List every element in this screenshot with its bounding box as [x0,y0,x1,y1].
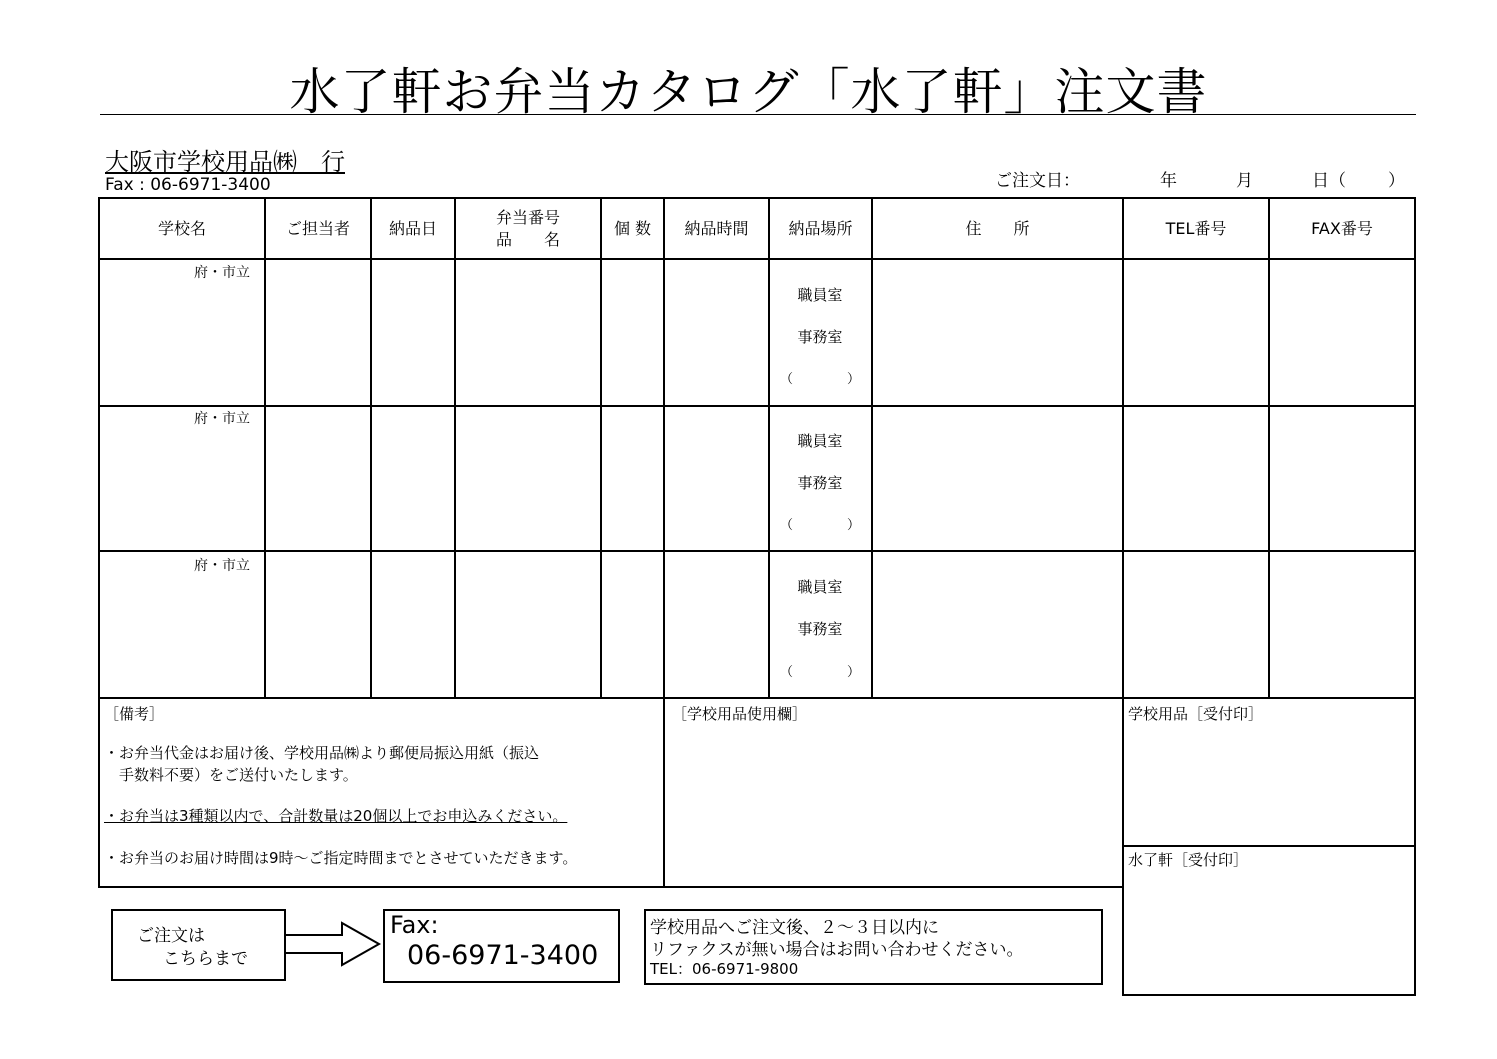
col-border-8 [1122,197,1124,996]
header-tel: TEL番号 [1165,219,1227,238]
col-border-4 [600,197,602,699]
header-fax: FAX番号 [1311,219,1373,238]
row2-place-office[interactable]: 事務室 [797,474,843,492]
right-arrow-icon [284,920,384,970]
row1-prefecture-city[interactable]: 府・市立 [194,265,250,281]
header-bento-number: 弁当番号 [495,208,560,227]
order-here-line-1: ご注文は [137,926,205,946]
order-here-line-2: こちらまで [163,949,248,969]
stamp-bottom-border [1122,994,1416,996]
row-border-3 [98,697,1416,699]
notice-box [644,909,1103,985]
col-border-1 [264,197,266,699]
row2-prefecture-city[interactable]: 府・市立 [194,411,250,427]
row2-paren-open: （ [780,518,794,533]
row3-place-office[interactable]: 事務室 [797,620,843,638]
notice-line-2: リファクスが無い場合はお問い合わせください。 [650,940,1024,960]
remarks-line-1a: ・お弁当代金はお届け後、学校用品㈱より郵便局振込用紙（振込 [104,744,540,762]
notice-tel: TEL：06-6971-9800 [650,960,799,978]
order-here-box [111,909,286,981]
suiryoken-stamp-label: 水了軒［受付印］ [1128,851,1249,869]
order-date-label: ご注文日： [995,171,1080,191]
stamp-divider [1122,845,1416,847]
fax-box-label: Fax: [390,911,439,939]
header-address: 住 所 [965,219,1030,238]
row-border-2 [98,550,1416,552]
row1-paren-open: （ [780,372,794,387]
addressee-name: 大阪市学校用品㈱ 行 [105,148,345,176]
fax-box-number: 06-6971-3400 [407,940,599,971]
header-person: ご担当者 [285,219,350,238]
order-date-close-paren: ） [1388,171,1405,191]
order-date-month[interactable]: 月 [1236,171,1253,191]
remarks-line-1b: 手数料不要）をご送付いたします。 [104,766,358,784]
row1-place-staff-room[interactable]: 職員室 [797,286,843,304]
order-date-year[interactable]: 年 [1160,171,1177,191]
row1-paren-close: ） [846,372,860,387]
page-title: 水了軒お弁当カタログ「水了軒」注文書 [289,63,1208,121]
header-delivery-time: 納品時間 [684,219,749,238]
fax-box [383,909,620,983]
row2-paren-close: ） [846,518,860,533]
col-border-5 [663,197,665,888]
table-border-left [98,197,100,888]
title-underline [100,114,1416,115]
header-item-name: 品 名 [495,230,560,249]
row-border-1 [98,405,1416,407]
row3-paren-open: （ [780,665,794,680]
header-row-border [98,258,1416,260]
header-school: 学校名 [157,219,206,238]
school-stamp-label: 学校用品［受付印］ [1128,705,1264,723]
school-use-label: ［学校用品使用欄］ [672,705,808,723]
col-border-2 [370,197,372,699]
table-border-right [1414,197,1416,996]
header-delivery-date: 納品日 [388,219,437,238]
row1-place-other[interactable] [780,368,860,387]
row2-place-other[interactable] [780,514,860,533]
remarks-line-3: ・お弁当のお届け時間は9時～ご指定時間までとさせていただきます。 [104,849,578,867]
col-border-9 [1268,197,1270,699]
row3-paren-close: ） [846,665,860,680]
col-border-3 [454,197,456,699]
row2-place-staff-room[interactable]: 職員室 [797,432,843,450]
remarks-line-2: ・お弁当は3種類以内で、合計数量は20個以上でお申込みください。 [104,807,568,825]
header-bento-name [456,200,600,258]
table-border-top [98,197,1416,199]
row1-place-office[interactable]: 事務室 [797,328,843,346]
remarks-label: ［備考］ [104,705,165,723]
row3-prefecture-city[interactable]: 府・市立 [194,558,250,574]
row3-place-other[interactable] [780,661,860,680]
notice-line-1: 学校用品へご注文後、２～３日以内に [650,918,939,938]
header-quantity: 個 数 [613,219,652,238]
remarks-bottom-border [98,886,1124,888]
col-border-7 [871,197,873,699]
order-date-day[interactable]: 日（ [1312,171,1346,191]
addressee-fax: Fax : 06-6971-3400 [105,175,271,195]
row3-place-staff-room[interactable]: 職員室 [797,578,843,596]
header-delivery-place: 納品場所 [788,219,853,238]
